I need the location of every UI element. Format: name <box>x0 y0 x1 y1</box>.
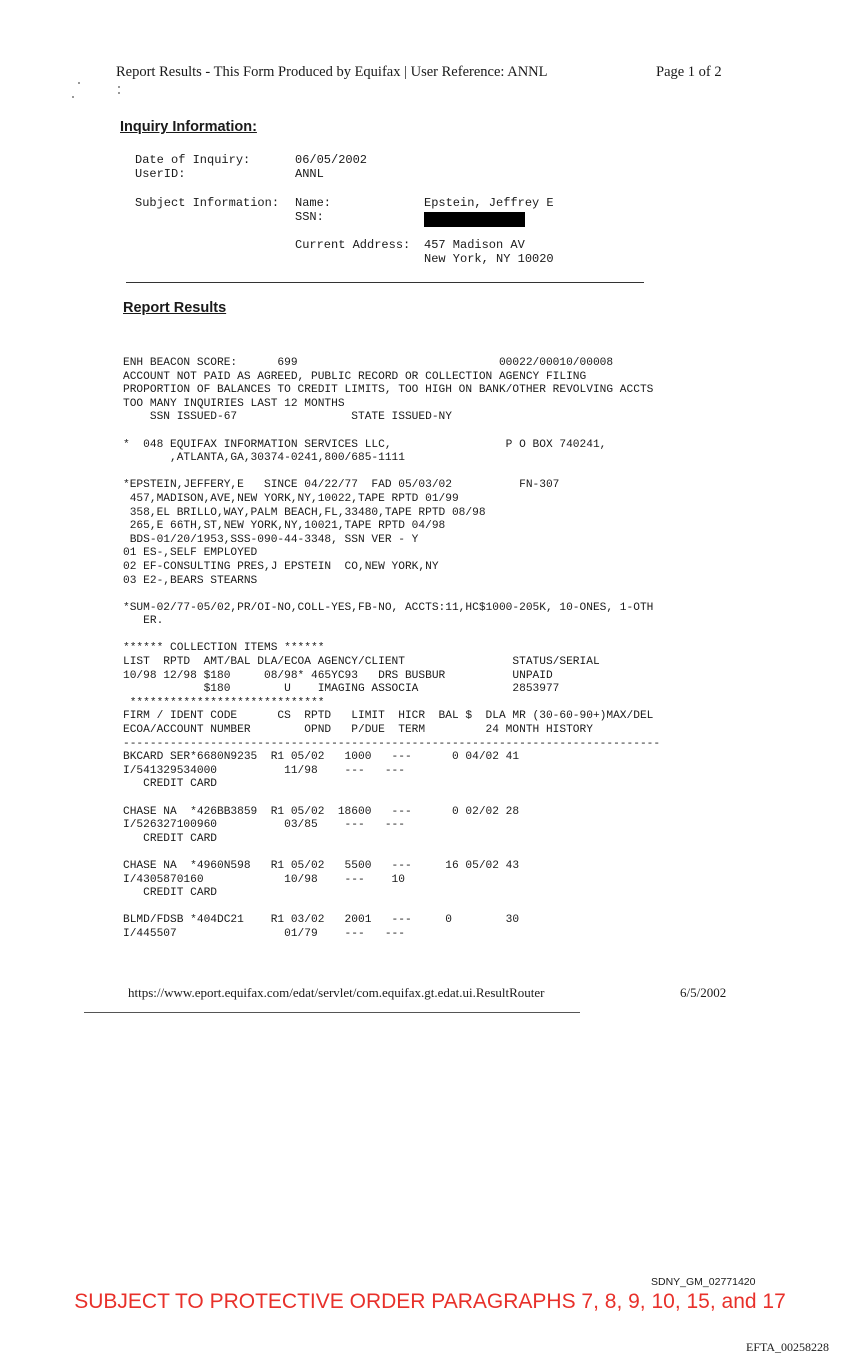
date-label: Date of Inquiry: <box>135 153 251 167</box>
report-line: BLMD/FDSB *404DC21 R1 03/02 2001 --- 0 30 <box>123 914 520 927</box>
report-line: * 048 EQUIFAX INFORMATION SERVICES LLC, P O BOX 740241, <box>123 438 607 451</box>
report-body <box>123 357 660 942</box>
report-line: $180 U IMAGING ASSOCIA 2853977 <box>123 683 560 696</box>
report-line: 01 ES-,SELF EMPLOYED <box>123 547 258 560</box>
report-line: 265,E 66TH,ST,NEW YORK,NY,10021,TAPE RPTD 04/98 <box>123 520 446 533</box>
report-line <box>123 466 660 480</box>
report-line: *EPSTEIN,JEFFERY,E SINCE 04/22/77 FAD 05/03/02 FN-307 <box>123 479 560 492</box>
scan-speck <box>78 82 80 84</box>
date-value: 06/05/2002 <box>295 153 368 167</box>
report-line: ECOA/ACCOUNT NUMBER OPND P/DUE TERM 24 MONTH HISTORY <box>123 724 593 737</box>
report-line: BDS-01/20/1953,SSS-090-44-3348, SSN VER - Y <box>123 533 419 546</box>
report-line: I/541329534000 11/98 --- --- <box>123 764 405 777</box>
report-line: LIST RPTD AMT/BAL DLA/ECOA AGENCY/CLIENT STATUS/SERIAL <box>123 656 600 669</box>
footer-url: https://www.eport.equifax.com/edat/servlet/com.equifax.gt.edat.ui.ResultRouter <box>128 985 545 1000</box>
report-line: CHASE NA *4960N598 R1 05/02 5500 --- 16 05/02 43 <box>123 859 520 872</box>
report-line: I/526327100960 03/85 --- --- <box>123 819 405 832</box>
inquiry-heading: Inquiry Information: <box>120 119 257 135</box>
address-line-1: 457 Madison AV <box>424 238 525 252</box>
report-line: ACCOUNT NOT PAID AS AGREED, PUBLIC RECORD OR COLLECTION AGENCY FILING <box>123 370 587 383</box>
address-label: Current Address: <box>295 238 411 252</box>
footer-divider <box>84 1012 580 1013</box>
report-line: FIRM / IDENT CODE CS RPTD LIMIT HICR BAL $ DLA MR (30-60-90+)MAX/DEL <box>123 710 654 723</box>
report-line: 02 EF-CONSULTING PRES,J EPSTEIN CO,NEW YORK,NY <box>123 560 439 573</box>
report-line: 10/98 12/98 $180 08/98* 465YC93 DRS BUSBUR UNPAID <box>123 669 553 682</box>
protective-order-stamp: SUBJECT TO PROTECTIVE ORDER PARAGRAPHS 7, 8, 9, 10, 15, and 17 <box>74 1290 786 1313</box>
inquiry-divider <box>126 282 644 283</box>
report-line: ****** COLLECTION ITEMS ****** <box>123 642 325 655</box>
report-line <box>123 425 660 439</box>
report-line: PROPORTION OF BALANCES TO CREDIT LIMITS, TOO HIGH ON BANK/OTHER REVOLVING ACCTS <box>123 384 654 397</box>
report-line: ENH BEACON SCORE: 699 00022/00010/00008 <box>123 357 614 369</box>
report-line: ,ATLANTA,GA,30374-0241,800/685-1111 <box>123 452 405 465</box>
ssn-redaction <box>424 212 525 227</box>
efta-number: EFTA_00258228 <box>746 1340 830 1354</box>
report-line <box>123 901 660 915</box>
scan-speck <box>72 96 74 98</box>
report-line: I/445507 01/79 --- --- <box>123 927 405 940</box>
subject-label: Subject Information: <box>135 196 280 210</box>
report-line: -------------------------------------------------------------------------------- <box>123 737 661 750</box>
report-line <box>123 588 660 602</box>
report-line <box>123 629 660 643</box>
report-line: ***************************** <box>123 696 325 709</box>
report-line <box>123 792 660 806</box>
report-line: 457,MADISON,AVE,NEW YORK,NY,10022,TAPE RPTD 01/99 <box>123 492 459 505</box>
name-value: Epstein, Jeffrey E <box>424 196 554 210</box>
report-line: 358,EL BRILLO,WAY,PALM BEACH,FL,33480,TAPE RPTD 08/98 <box>123 506 486 519</box>
ssn-label: SSN: <box>295 210 324 224</box>
report-results-heading: Report Results <box>123 300 227 316</box>
userid-value: ANNL <box>295 167 324 181</box>
report-line: CREDIT CARD <box>123 778 217 791</box>
userid-label: UserID: <box>135 167 186 181</box>
report-line: *SUM-02/77-05/02,PR/OI-NO,COLL-YES,FB-NO, ACCTS:11,HC$1000-205K, 10-ONES, 1-OTH <box>123 601 654 614</box>
report-line: BKCARD SER*6680N9235 R1 05/02 1000 --- 0 04/02 41 <box>123 751 520 764</box>
scan-speck <box>118 86 120 88</box>
report-line: TOO MANY INQUIRIES LAST 12 MONTHS <box>123 397 345 410</box>
report-line <box>123 846 660 860</box>
report-line: SSN ISSUED-67 STATE ISSUED-NY <box>123 411 452 424</box>
address-line-2: New York, NY 10020 <box>424 252 554 266</box>
name-label: Name: <box>295 196 332 210</box>
footer-date: 6/5/2002 <box>680 985 727 1000</box>
report-line: 03 E2-,BEARS STEARNS <box>123 574 258 587</box>
report-line: CHASE NA *426BB3859 R1 05/02 18600 --- 0 02/02 28 <box>123 805 520 818</box>
report-header-title: Report Results - This Form Produced by Equifax | User Reference: ANNL <box>116 64 548 80</box>
report-line: ER. <box>123 615 164 628</box>
report-line: CREDIT CARD <box>123 832 217 845</box>
report-line: CREDIT CARD <box>123 887 217 900</box>
report-line: I/4305870160 10/98 --- 10 <box>123 873 405 886</box>
bates-number: SDNY_GM_02771420 <box>651 1276 756 1288</box>
page-indicator: Page 1 of 2 <box>656 64 722 80</box>
scan-speck <box>118 92 120 94</box>
